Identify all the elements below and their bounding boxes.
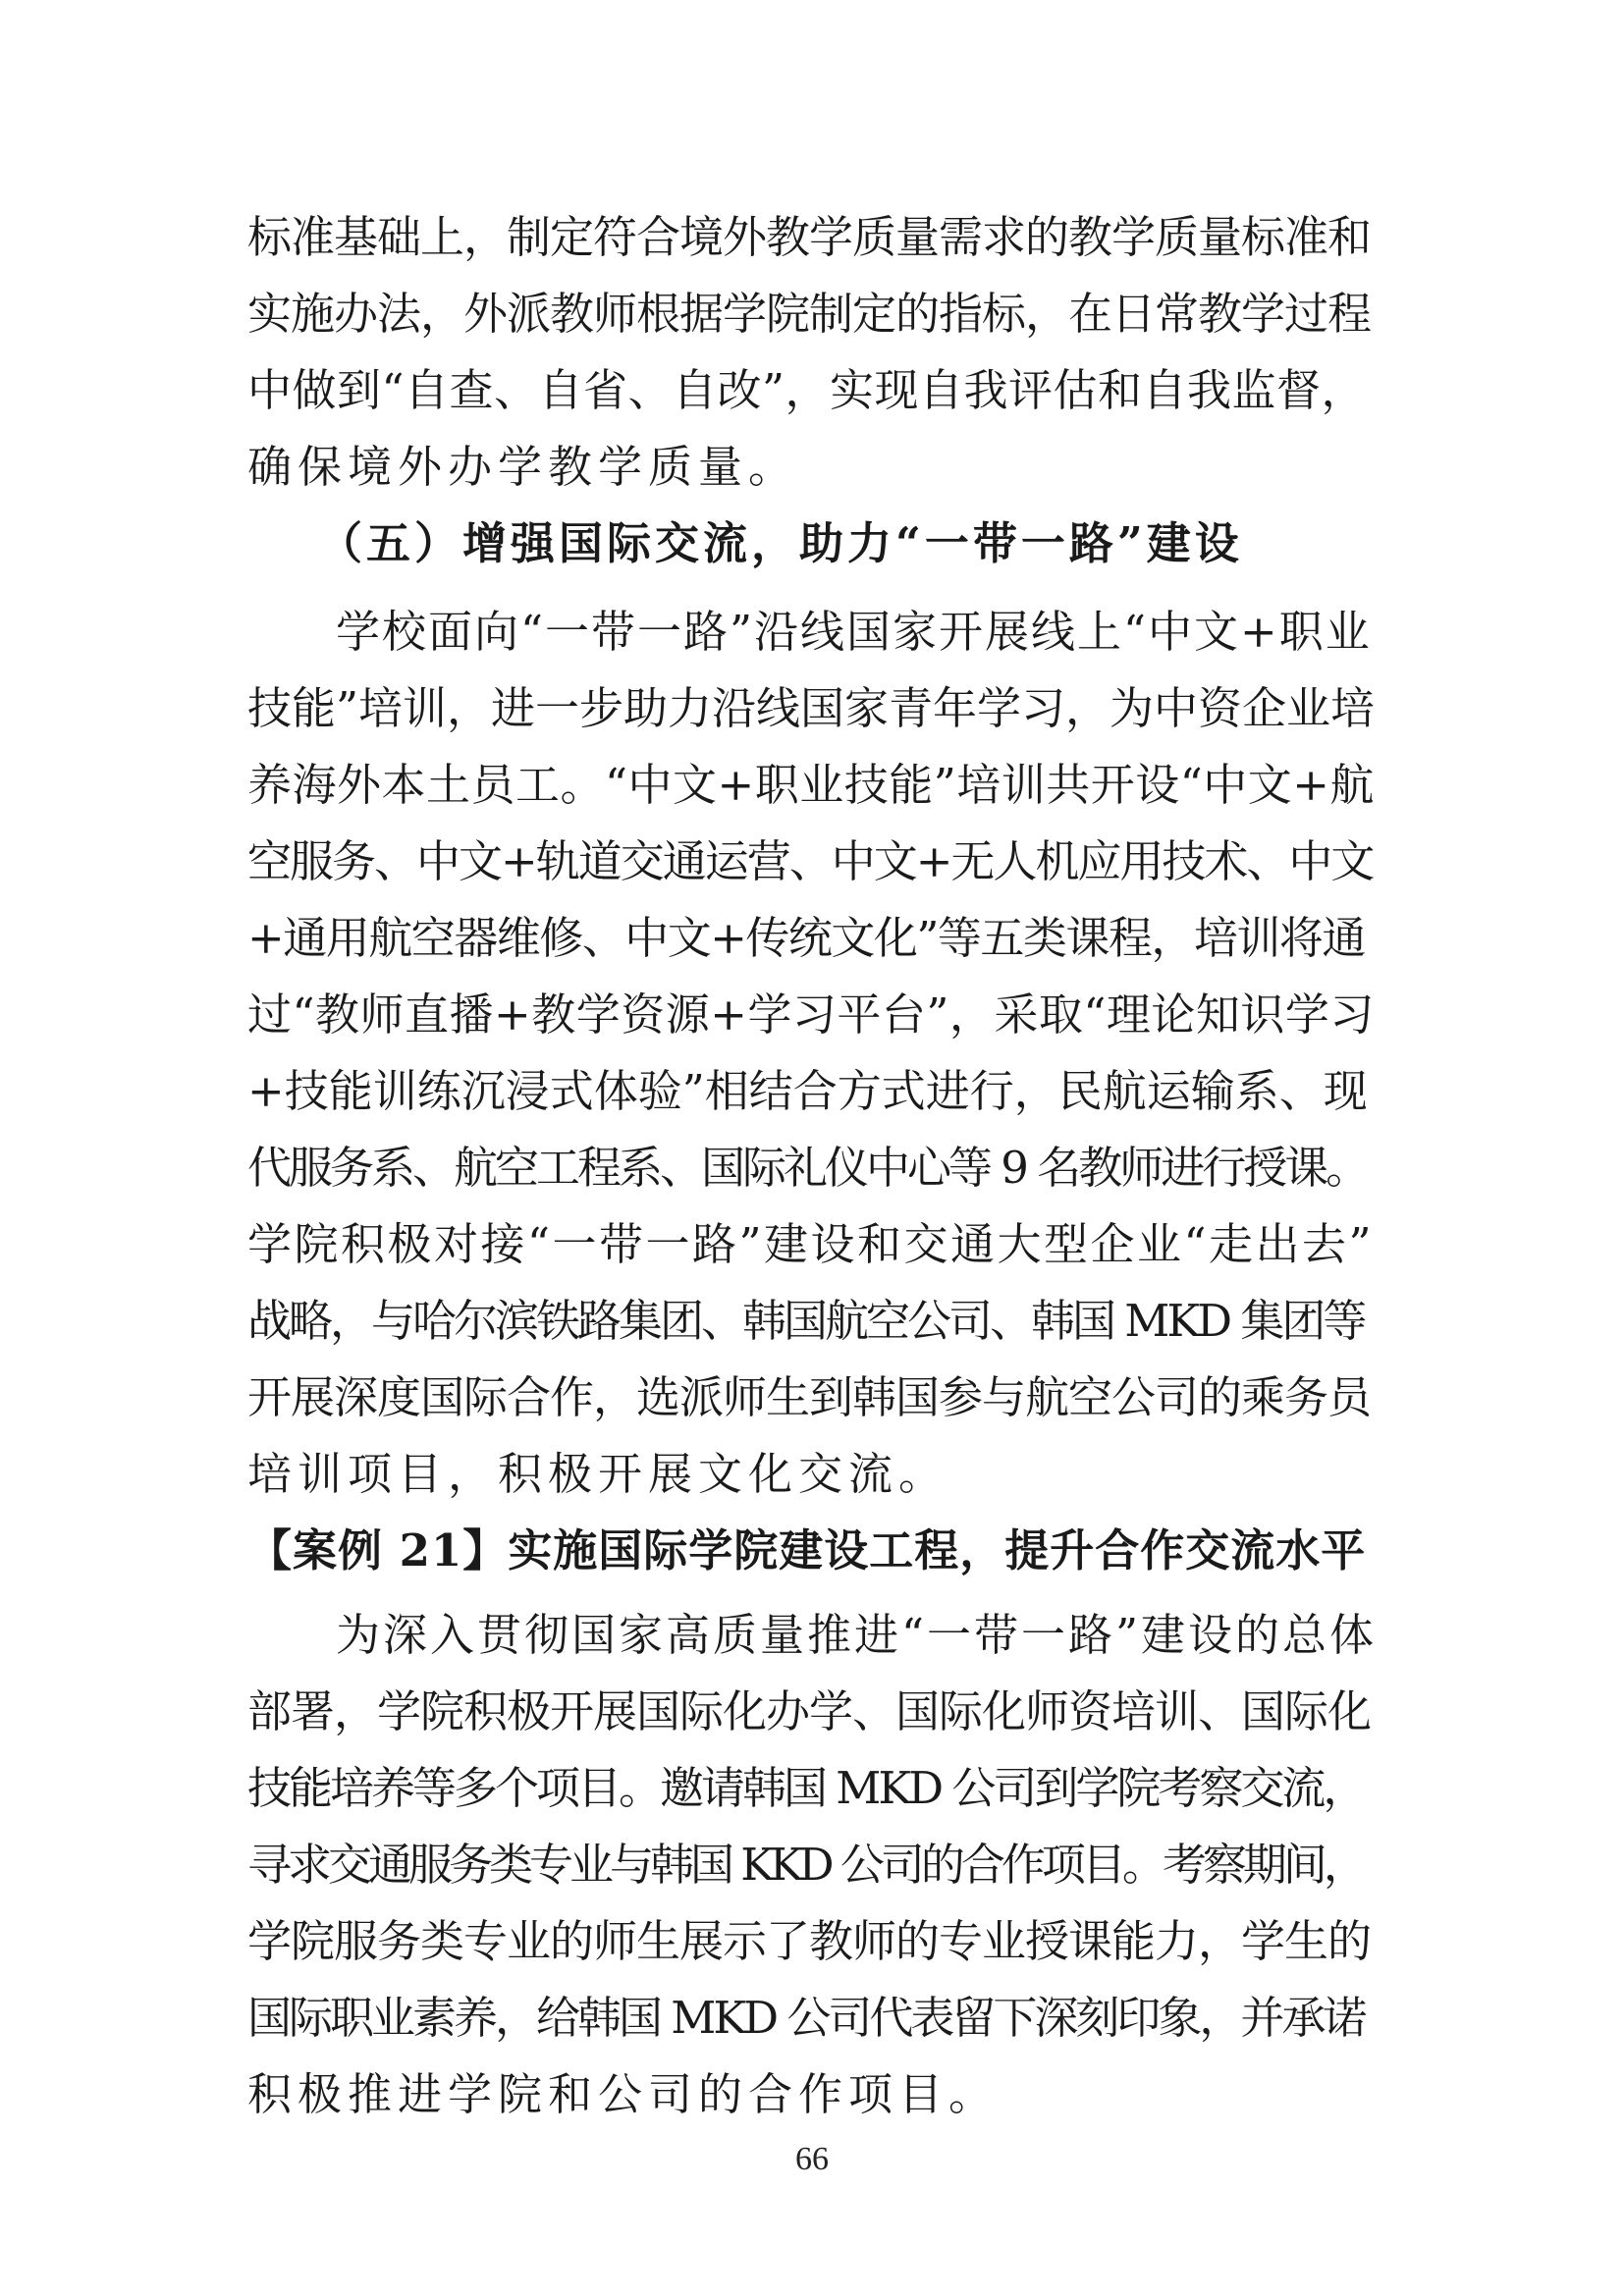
p2-line-10: 战略，与哈尔滨铁路集团、韩国航空公司、韩国 MKD 集团等 [247,1295,1365,1347]
p2-line-5: +通用航空器维修、中文+传统文化”等五类课程，培训将通 [247,912,1365,964]
p1-line-1: 标准基础上，制定符合境外教学质量需求的教学质量标准和 [247,211,1372,263]
p1-line-3: 中做到“自查、自省、自改”，实现自我评估和自我监督， [247,364,1367,416]
p2-line-4: 空服务、中文+轨道交通运营、中文+无人机应用技术、中文 [247,835,1374,887]
p2-line-7: +技能训练沉浸式体验”相结合方式进行，民航运输系、现 [247,1065,1368,1117]
p1-line-4: 确保境外办学教学质量。 [247,441,799,493]
page-number: 66 [795,2141,829,2177]
p3-line-5: 学院服务类专业的师生展示了教师的专业授课能力，学生的 [247,1915,1372,1967]
p3-line-4: 寻求交通服务类专业与韩国 KKD 公司的合作项目。考察期间， [247,1839,1364,1891]
p3-line-6: 国际职业素养，给韩国 MKD 公司代表留下深刻印象，并承诺 [247,1992,1365,2044]
p2-line-2: 技能”培训，进一步助力沿线国家青年学习，为中资企业培 [247,682,1376,734]
p2-line-12: 培训项目，积极开展文化交流。 [247,1448,949,1500]
section-heading-5: （五）增强国际交流，助力“一带一路”建设 [318,517,1243,569]
case-heading: 【案例 21】实施国际学院建设工程，提升合作交流水平 [247,1524,1367,1576]
p1-line-2: 实施办法，外派教师根据学院制定的指标，在日常教学过程 [247,288,1372,340]
p3-line-3: 技能培养等多个项目。邀请韩国 MKD 公司到学院考察交流， [247,1762,1365,1814]
p3-line-2: 部署，学院积极开展国际化办学、国际化师资培训、国际化 [247,1685,1372,1737]
p2-line-3: 养海外本土员工。“中文+职业技能”培训共开设“中文+航 [247,759,1375,811]
p2-line-6: 过“教师直播+教学资源+学习平台”，采取“理论知识学习 [247,988,1375,1041]
p2-line-9: 学院积极对接“一带一路”建设和交通大型企业“走出去” [247,1218,1375,1270]
p2-line-11: 开展深度国际合作，选派师生到韩国参与航空公司的乘务员 [247,1371,1372,1423]
p2-line-8: 代服务系、航空工程系、国际礼仪中心等 9 名教师进行授课。 [247,1142,1368,1194]
p3-line-1: 为深入贯彻国家高质量推进“一带一路”建设的总体 [336,1609,1378,1661]
p2-line-1: 学校面向“一带一路”沿线国家开展线上“中文+职业 [336,606,1372,658]
p3-line-7: 积极推进学院和公司的合作项目。 [247,2068,1000,2120]
